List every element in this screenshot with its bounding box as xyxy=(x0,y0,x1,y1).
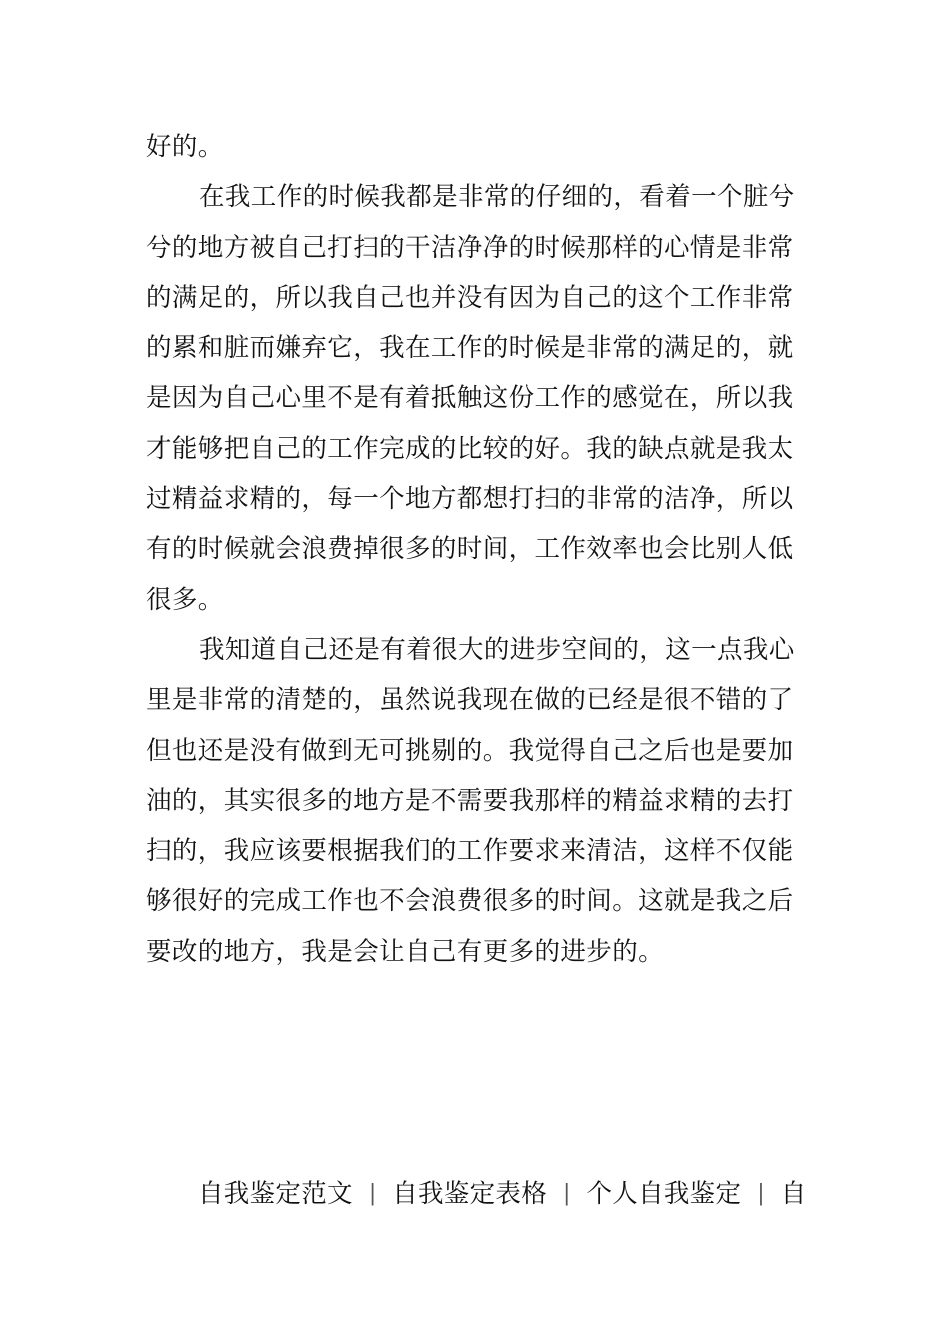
text-line: 要改的地方，我是会让自己有更多的进步的。 xyxy=(146,936,665,967)
text-line: 扫的，我应该要根据我们的工作要求来清洁，这样不仅能 xyxy=(146,836,794,867)
text-line: 够很好的完成工作也不会浪费很多的时间。这就是我之后 xyxy=(146,886,794,917)
text-line: 好的。 xyxy=(146,132,224,162)
text-line: 有的时候就会浪费掉很多的时间，工作效率也会比别人低 xyxy=(146,534,794,565)
footer-separator: | xyxy=(368,1181,377,1206)
footer-separator: | xyxy=(563,1181,571,1206)
document-body xyxy=(146,122,806,977)
text-line: 很多。 xyxy=(146,584,224,615)
text-line: 兮的地方被自己打扫的干洁净净的时候那样的心情是非常 xyxy=(146,232,794,263)
text-line: 但也还是没有做到无可挑剔的。我觉得自己之后也是要加 xyxy=(146,735,794,766)
paragraph-first-line: 在我工作的时候我都是非常的仔细的，看着一个脏兮 xyxy=(199,182,795,213)
paragraph-first-line: 我知道自己还是有着很大的进步空间的，这一点我心 xyxy=(199,634,795,665)
footer-link-truncated[interactable]: 自 xyxy=(780,1179,807,1209)
text-line: 的满足的，所以我自己也并没有因为自己的这个工作非常 xyxy=(146,282,794,313)
footer-related-links xyxy=(198,1172,810,1216)
footer-link-self-appraisal-forms[interactable]: 自我鉴定表格 xyxy=(392,1179,548,1209)
footer-separator: | xyxy=(757,1181,765,1206)
footer-link-personal-self-appraisal[interactable]: 个人自我鉴定 xyxy=(586,1179,742,1209)
footer-link-self-appraisal-samples[interactable]: 自我鉴定范文 xyxy=(198,1179,353,1209)
text-line: 里是非常的清楚的，虽然说我现在做的已经是很不错的了 xyxy=(146,685,794,716)
text-line: 的累和脏而嫌弃它，我在工作的时候是非常的满足的，就 xyxy=(146,333,794,364)
text-line: 油的，其实很多的地方是不需要我那样的精益求精的去打 xyxy=(146,785,794,816)
text-line: 才能够把自己的工作完成的比较的好。我的缺点就是我太 xyxy=(146,433,794,464)
text-line: 过精益求精的，每一个地方都想打扫的非常的洁净，所以 xyxy=(146,484,794,515)
text-line: 是因为自己心里不是有着抵触这份工作的感觉在，所以我 xyxy=(146,383,794,414)
